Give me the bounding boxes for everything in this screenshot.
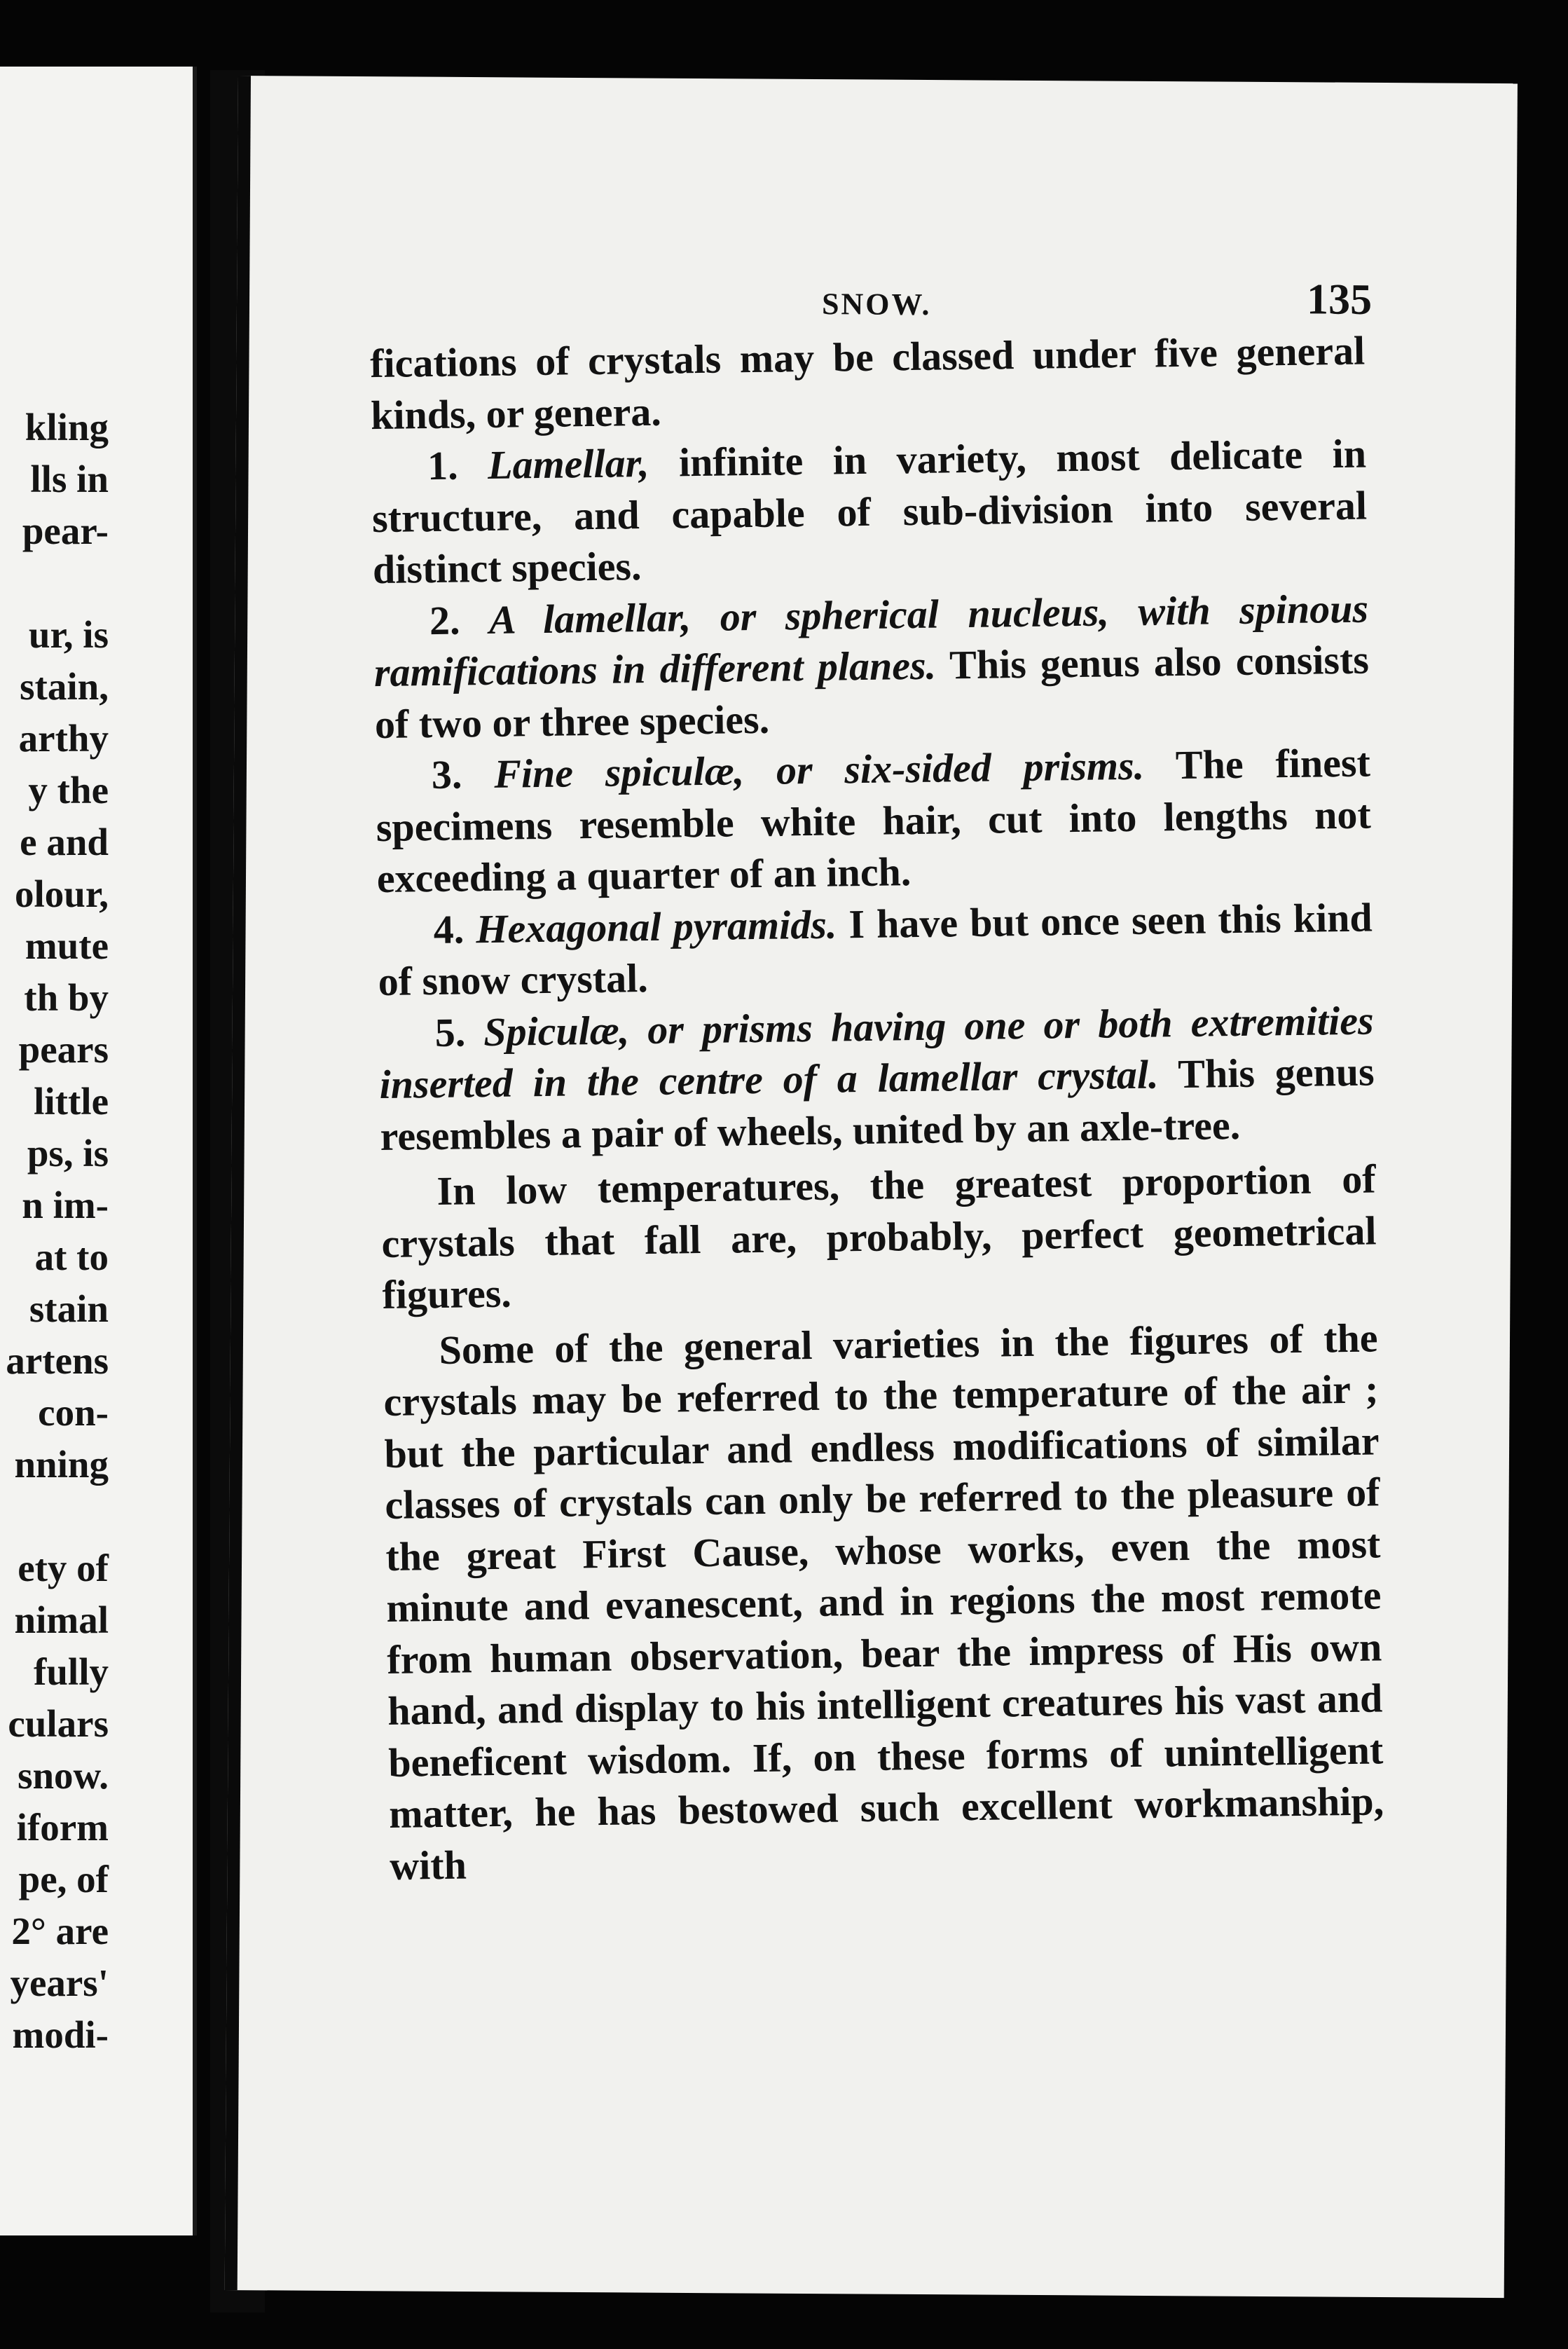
- genus-1-number: 1.: [427, 442, 459, 489]
- left-fragment-line: years': [10, 1961, 109, 2004]
- left-fragment-line: ety of: [18, 1547, 109, 1589]
- left-fragment-line: pear-: [22, 509, 109, 552]
- left-page-edge: [0, 67, 197, 2235]
- left-fragment-line: n im-: [22, 1184, 109, 1226]
- left-fragment-line: ur, is: [28, 613, 109, 656]
- left-page-text-fragments: [0, 402, 109, 2061]
- left-fragment-line: little: [34, 1080, 109, 1123]
- paragraph-first-cause: Some of the general varieties in the figures of the crystals may be referred to the temperature of the air ; but the particular and endless modifications of similar classes of crystals can only be referred to the pleasure of the great First Cause, whose works, even the most minute and evanescent, and in regions the most remote from human observation, bear the impress of His own hand, and display to his intelligent creatures his vast and beneficent wisdom. If, on these forms of unintelligent matter, he has bestowed such excellent workmanship, with: [383, 1314, 1384, 1889]
- left-fragment-line: nning: [14, 1443, 109, 1486]
- left-fragment-line: y the: [28, 769, 109, 811]
- left-fragment-line: e and: [20, 821, 109, 863]
- left-fragment-line: [0, 1491, 109, 1542]
- left-fragment-line: fully: [34, 1650, 109, 1693]
- body-text: [370, 325, 1385, 1891]
- genus-5: [378, 994, 1375, 1162]
- left-fragment-line: pears: [18, 1028, 109, 1071]
- genus-2-name: A lamellar, or spherical nucleus, with spinous ramifications in different planes.: [373, 585, 1369, 696]
- page-number: 135: [1306, 275, 1373, 324]
- left-fragment-line: th by: [24, 976, 109, 1019]
- left-fragment-line: mute: [25, 924, 109, 967]
- left-fragment-line: con-: [38, 1391, 109, 1434]
- genus-4: [377, 891, 1373, 1008]
- genus-3-number: 3.: [431, 751, 462, 798]
- left-fragment-line: stain: [29, 1287, 109, 1330]
- genus-1: [371, 428, 1368, 596]
- left-fragment-line: pe, of: [18, 1858, 109, 1901]
- left-fragment-line: at to: [34, 1235, 109, 1278]
- genus-1-description: infinite in variety, most delicate in structure, and capable of sub-division into several distinct species.: [371, 430, 1368, 593]
- genus-1-name: Lamellar,: [487, 439, 649, 488]
- left-fragment-line: arthy: [18, 717, 109, 760]
- genus-5-description: This genus resembles a pair of wheels, united by an axle-tree.: [380, 1048, 1375, 1159]
- left-fragment-line: culars: [8, 1702, 109, 1745]
- genus-4-name: Hexagonal pyramids.: [475, 901, 837, 952]
- genus-2: [373, 582, 1370, 750]
- left-fragment-line: [0, 557, 109, 609]
- left-fragment-line: 2° are: [11, 1910, 109, 1952]
- genus-5-name: Spiculæ, or prisms having one or both extremities inserted in the centre of a lamellar crystal.: [379, 997, 1375, 1108]
- genus-3-name: Fine spiculæ, or six-sided prisms.: [493, 742, 1145, 797]
- right-page: [225, 76, 1518, 2298]
- left-fragment-line: lls in: [30, 458, 109, 500]
- genus-2-number: 2.: [429, 597, 460, 643]
- left-fragment-line: snow.: [18, 1754, 109, 1797]
- left-fragment-line: modi-: [12, 2013, 109, 2056]
- left-fragment-line: olour,: [15, 872, 109, 915]
- genus-5-number: 5.: [434, 1008, 466, 1055]
- left-fragment-line: artens: [6, 1339, 109, 1382]
- genus-3: [375, 737, 1372, 905]
- page-header: [370, 269, 1373, 331]
- paragraph-low-temperatures: In low temperatures, the greatest proportion of crystals that fall are, probably, perfect geometrical figures.: [381, 1156, 1377, 1318]
- left-fragment-line: kling: [25, 406, 109, 448]
- left-fragment-line: stain,: [20, 665, 109, 708]
- genus-2-description: This genus also consists of two or three species.: [374, 636, 1370, 747]
- left-fragment-line: iform: [16, 1806, 109, 1849]
- page-content: [360, 269, 1384, 1898]
- left-fragment-line: nimal: [14, 1598, 109, 1641]
- paragraph-continuation: fications of crystals may be classed under five general kinds, or genera.: [369, 327, 1366, 438]
- genus-4-description: I have but once seen this kind of snow crystal.: [378, 893, 1373, 1005]
- running-title: SNOW.: [821, 287, 932, 322]
- left-fragment-line: ps, is: [27, 1132, 109, 1174]
- genus-3-description: The finest specimens resemble white hair, cut into lengths not exceeding a quarter of an inch.: [376, 739, 1372, 902]
- genus-4-number: 4.: [433, 905, 465, 952]
